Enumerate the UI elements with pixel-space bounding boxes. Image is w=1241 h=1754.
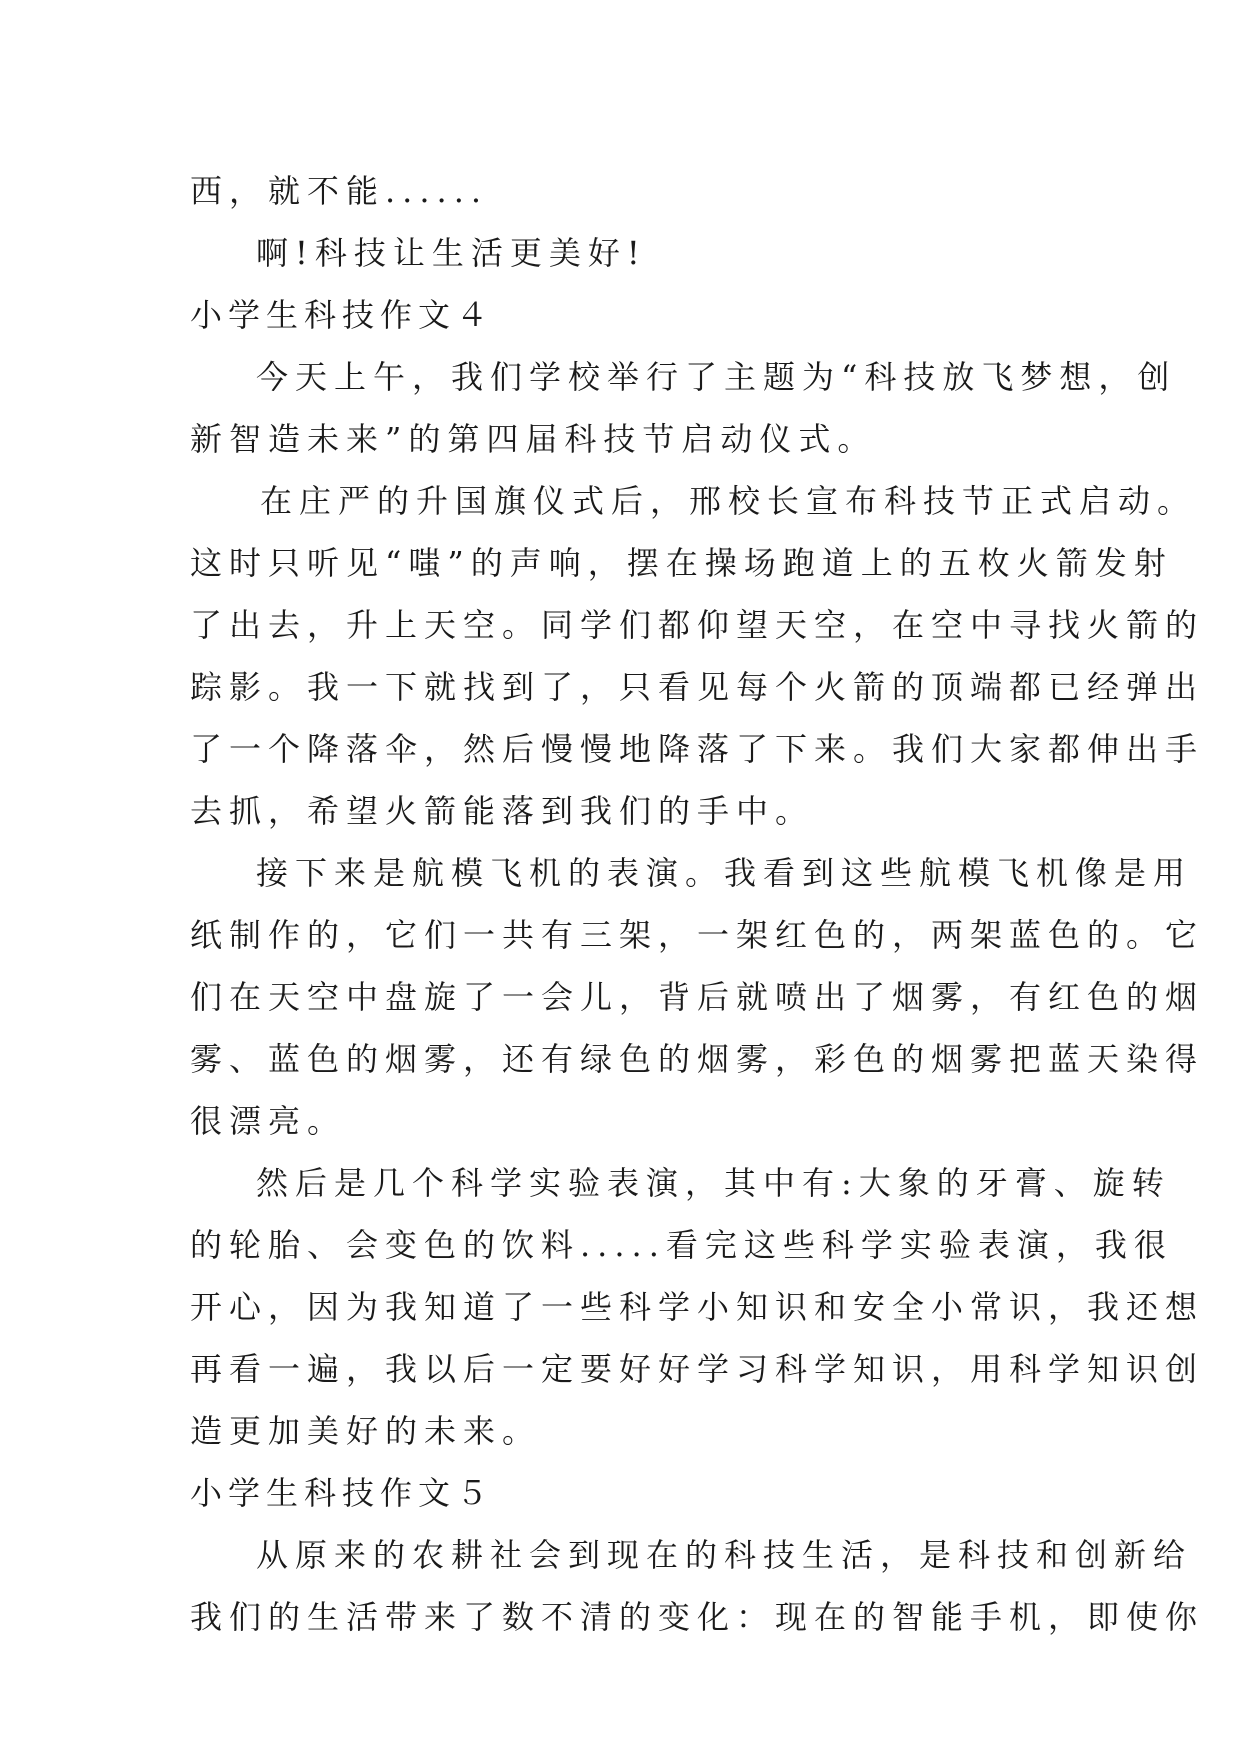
text-line: 们在天空中盘旋了一会儿，背后就喷出了烟雾，有红色的烟 <box>190 978 1205 1016</box>
section-heading: 小学生科技作文５ <box>190 1474 495 1512</box>
text-line: 这时只听见“嗤”的声响，摆在操场跑道上的五枚火箭发射 <box>190 544 1173 582</box>
text-line: 雾、蓝色的烟雾，还有绿色的烟雾，彩色的烟雾把蓝天染得 <box>190 1040 1205 1078</box>
text-line: 从原来的农耕社会到现在的科技生活，是科技和创新给 <box>256 1536 1193 1574</box>
text-line: 接下来是航模飞机的表演。我看到这些航模飞机像是用 <box>256 854 1193 892</box>
text-line: 很漂亮。 <box>190 1102 347 1140</box>
text-line: 啊!科技让生活更美好! <box>256 234 647 272</box>
text-line: 纸制作的，它们一共有三架，一架红色的，两架蓝色的。它 <box>190 916 1205 954</box>
text-line: 了出去，升上天空。同学们都仰望天空，在空中寻找火箭的 <box>190 606 1205 644</box>
text-line: 去抓，希望火箭能落到我们的手中。 <box>190 792 815 830</box>
text-line: 了一个降落伞，然后慢慢地降落了下来。我们大家都伸出手 <box>190 730 1205 768</box>
text-line: 新智造未来”的第四届科技节启动仪式。 <box>190 420 877 458</box>
text-line: 今天上午，我们学校举行了主题为“科技放飞梦想，创 <box>256 358 1177 396</box>
text-line: 在庄严的升国旗仪式后，邢校长宣布科技节正式启动。 <box>260 482 1197 520</box>
text-line: 的轮胎、会变色的饮料.....看完这些科学实验表演，我很 <box>190 1226 1173 1264</box>
text-line: 西，就不能...... <box>190 172 489 210</box>
section-heading: 小学生科技作文４ <box>190 296 495 334</box>
text-line: 踪影。我一下就找到了，只看见每个火箭的顶端都已经弹出 <box>190 668 1205 706</box>
document-body <box>190 160 1205 1648</box>
text-line: 造更加美好的未来。 <box>190 1412 542 1450</box>
text-line: 再看一遍，我以后一定要好好学习科学知识，用科学知识创 <box>190 1350 1205 1388</box>
text-line: 开心，因为我知道了一些科学小知识和安全小常识，我还想 <box>190 1288 1205 1326</box>
text-line: 我们的生活带来了数不清的变化：现在的智能手机，即使你 <box>190 1598 1205 1636</box>
text-line: 然后是几个科学实验表演，其中有:大象的牙膏、旋转 <box>256 1164 1171 1202</box>
